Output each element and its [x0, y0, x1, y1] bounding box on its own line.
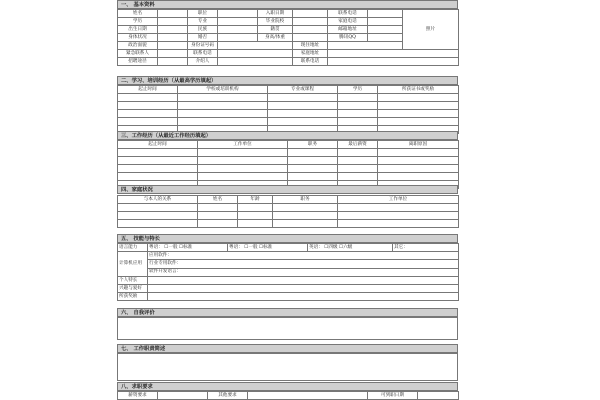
col-last-salary: 最后薪资: [338, 141, 378, 149]
value-start-date[interactable]: [418, 392, 459, 400]
resume-form: [117, 0, 458, 400]
value-political[interactable]: [158, 42, 188, 50]
cantonese-option[interactable]: 粤语： ☐一般 ☐标准: [148, 244, 228, 252]
section-family-header: 四、家庭状况: [117, 185, 458, 194]
col-employer: 工作单位: [198, 141, 288, 149]
dev-language[interactable]: 软件开发语言：: [148, 268, 459, 276]
col-period: 起止时间: [118, 86, 178, 94]
value-emergency-contact[interactable]: [158, 50, 188, 58]
value-school[interactable]: [293, 18, 328, 26]
value-height-weight[interactable]: [293, 34, 328, 42]
value-birth-date[interactable]: [158, 26, 188, 34]
value-ethnicity[interactable]: [218, 26, 258, 34]
value-home-address[interactable]: [328, 50, 459, 58]
label-id-number: 身份证号码: [188, 42, 218, 50]
table-row: [118, 157, 459, 165]
label-recruit-channel: 招聘途径: [118, 58, 158, 66]
section-education-header: 二、学习、培训经历（从最高学历填起）: [117, 76, 458, 85]
value-awards[interactable]: [148, 293, 459, 301]
col-age: 年龄: [238, 196, 273, 204]
value-personal-strength[interactable]: [148, 277, 459, 285]
col-leave-reason: 离职原因: [378, 141, 459, 149]
label-school: 毕业院校: [258, 18, 293, 26]
table-row: [118, 102, 459, 110]
label-salary-req: 薪资要求: [118, 392, 158, 400]
label-phone: 联系电话: [328, 10, 368, 18]
label-start-date: 可到职日期: [368, 392, 418, 400]
col-name: 姓名: [198, 196, 238, 204]
value-home-phone[interactable]: [368, 18, 403, 26]
value-phone[interactable]: [368, 10, 403, 18]
label-home-phone: 家庭电话: [328, 18, 368, 26]
label-personal-strength: 个人特长: [118, 277, 148, 285]
skills-table: [117, 243, 459, 301]
label-education: 学历: [118, 18, 158, 26]
value-major[interactable]: [218, 18, 258, 26]
education-table: [117, 85, 459, 134]
industry-software[interactable]: 行业专用软件：: [148, 260, 459, 268]
label-hobbies: 兴趣与爱好: [118, 285, 148, 293]
label-height-weight: 身高/体重: [258, 34, 293, 42]
section-work-header: 三、工作经历（从最近工作经历填起）: [117, 131, 458, 140]
col-workplace: 工作单位: [338, 196, 459, 204]
label-computer: 计算机应用: [118, 252, 148, 277]
label-email: 邮箱地址: [328, 26, 368, 34]
label-position: 职位: [188, 10, 218, 18]
mandarin-option[interactable]: 粤语： ☐一般 ☐标准: [228, 244, 308, 252]
value-recruit-channel[interactable]: [158, 58, 188, 66]
label-native-place: 籍贯: [258, 26, 293, 34]
value-salary-req[interactable]: [158, 392, 208, 400]
section-skills-header: 五、 技能与特长: [117, 234, 458, 243]
label-emergency-phone: 联系电话: [188, 50, 218, 58]
col-degree: 学历: [338, 86, 378, 94]
work-table: [117, 140, 459, 189]
col-certificates: 所获证书或奖励: [378, 86, 459, 94]
table-row: [118, 149, 459, 157]
label-current-address: 现住地址: [293, 42, 328, 50]
section-job-req-header: 八、求职要求: [117, 382, 458, 391]
col-title: 职务: [288, 141, 338, 149]
value-marital[interactable]: [218, 34, 258, 42]
value-education[interactable]: [158, 18, 188, 26]
label-political: 政治面貌: [118, 42, 158, 50]
label-other-req: 其他要求: [208, 392, 248, 400]
label-awards: 所获奖励: [118, 293, 148, 301]
label-emergency-contact: 紧急联系人: [118, 50, 158, 58]
value-native-place[interactable]: [293, 26, 328, 34]
value-other-req[interactable]: [248, 392, 368, 400]
value-name[interactable]: [158, 10, 188, 18]
table-row: [118, 165, 459, 173]
other-language[interactable]: 其它：: [393, 244, 459, 252]
photo-cell: 照片: [403, 10, 459, 50]
duties-field[interactable]: [117, 353, 458, 381]
value-emergency-phone[interactable]: [218, 50, 293, 58]
app-software[interactable]: 应用软件：: [148, 252, 459, 260]
col-position: 职务: [273, 196, 338, 204]
value-email[interactable]: [368, 26, 403, 34]
value-id-number[interactable]: [218, 42, 293, 50]
section-self-eval-header: 六、 自我评价: [117, 308, 458, 317]
label-birth-date: 出生日期: [118, 26, 158, 34]
label-name: 姓名: [118, 10, 158, 18]
self-eval-field[interactable]: [117, 317, 458, 340]
label-qq: 腾讯QQ: [328, 34, 368, 42]
value-qq[interactable]: [368, 34, 403, 42]
table-row: [118, 173, 459, 181]
label-major: 专业: [188, 18, 218, 26]
english-option[interactable]: 英语： ☐四级 ☐六级: [308, 244, 393, 252]
table-row: [118, 118, 459, 126]
value-current-address[interactable]: [328, 42, 403, 50]
label-referrer: 介绍人: [188, 58, 218, 66]
table-row: [118, 220, 459, 228]
family-table: [117, 195, 459, 228]
label-health: 身体状况: [118, 34, 158, 42]
label-referrer-phone: 联系电话: [293, 58, 328, 66]
table-row: [118, 212, 459, 220]
table-row: [118, 204, 459, 212]
value-entry-date[interactable]: [293, 10, 328, 18]
label-entry-date: 入职日期: [258, 10, 293, 18]
section-duties-header: 七、 工作职责简述: [117, 344, 458, 353]
basic-info-table: [117, 9, 459, 66]
section-basic-info-header: 一、 基本资料: [117, 0, 458, 9]
job-req-table: [117, 391, 459, 400]
value-referrer[interactable]: [218, 58, 293, 66]
col-period: 起止时间: [118, 141, 198, 149]
label-language: 语言能力: [118, 244, 148, 252]
table-row: [118, 110, 459, 118]
label-home-address: 家庭地址: [293, 50, 328, 58]
value-health[interactable]: [158, 34, 188, 42]
value-position[interactable]: [218, 10, 258, 18]
value-referrer-phone[interactable]: [328, 58, 459, 66]
col-relation: 与本人的关系: [118, 196, 198, 204]
table-row: [118, 94, 459, 102]
col-major: 专业或课程: [268, 86, 338, 94]
value-hobbies[interactable]: [148, 285, 459, 293]
label-marital: 婚否: [188, 34, 218, 42]
col-school: 学校或培训机构: [178, 86, 268, 94]
label-ethnicity: 民族: [188, 26, 218, 34]
